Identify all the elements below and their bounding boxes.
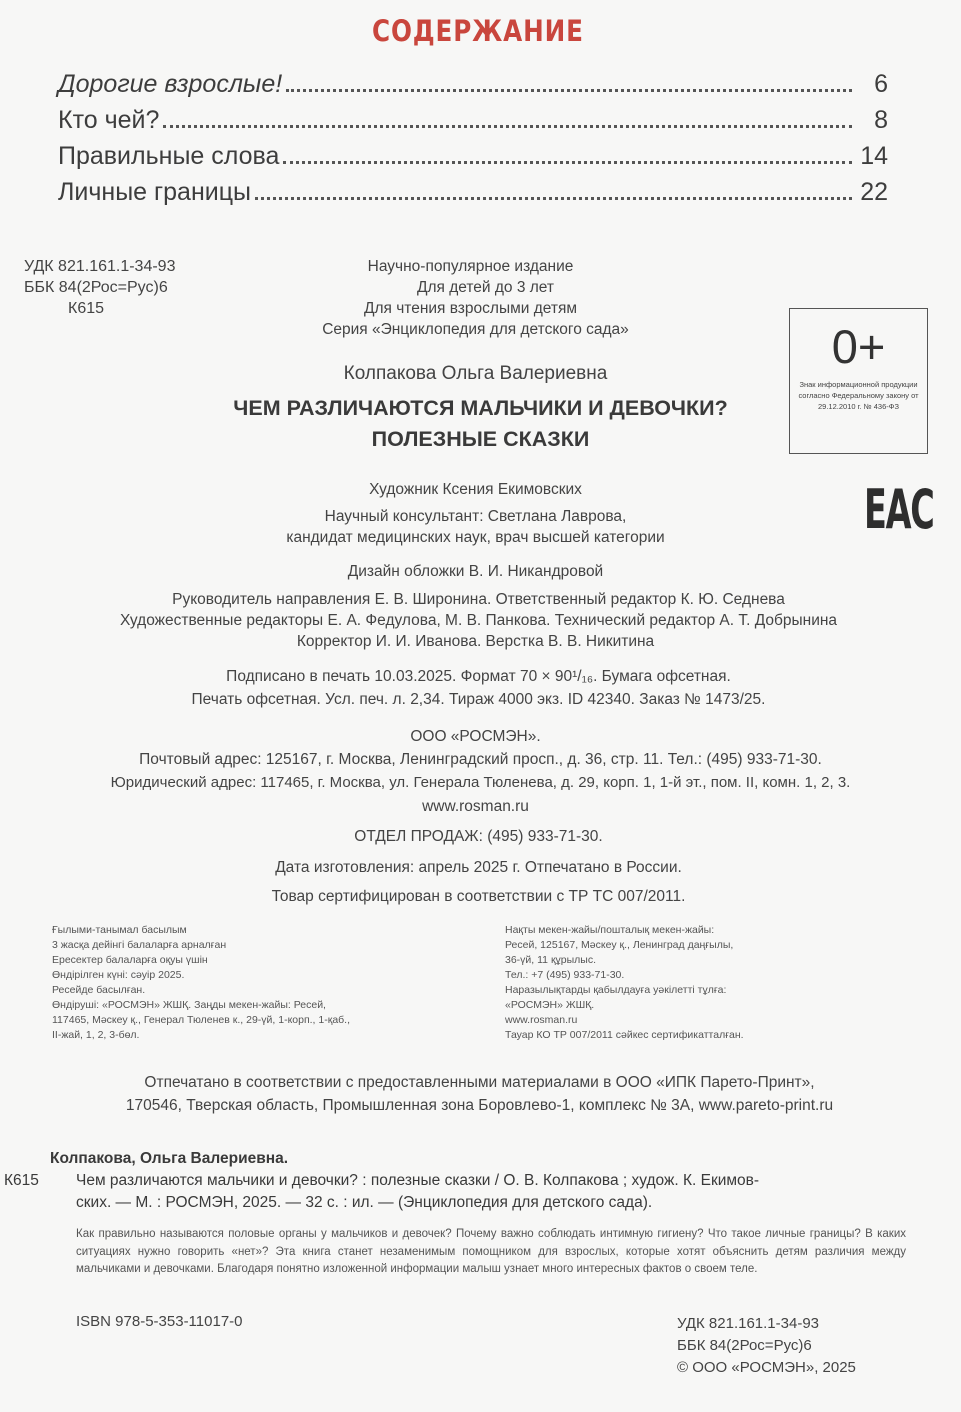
- toc-leader-dots: [286, 89, 852, 92]
- biblio-author: Колпакова, Ольга Валериевна.: [50, 1150, 289, 1167]
- kz-line: Тауар КО ТР 007/2011 сәйкес сертификатталған.: [505, 1029, 744, 1041]
- biblio-line: ских. — М. : РОСМЭН, 2025. — 32 с. : ил. — (Энциклопедия для детского сада).: [76, 1194, 653, 1211]
- kz-line: Ресей, 125167, Мәскеу қ., Ленинград даңғылы,: [505, 939, 734, 951]
- toc-heading: СОДЕРЖАНИЕ: [372, 14, 584, 48]
- toc-item-title: Кто чей?: [58, 106, 160, 134]
- kz-line: www.rosman.ru: [505, 1014, 578, 1026]
- kz-line: 3 жасқа дейінгі балаларға арналған: [52, 939, 227, 951]
- kz-line: Өндіруші: «РОСМЭН» ЖШҚ. Заңды мекен-жайы: Ресей,: [52, 999, 326, 1011]
- biblio-code: К615: [4, 1172, 39, 1189]
- credit-consultant: Научный консультант: Светлана Лаврова,: [324, 508, 627, 525]
- age-rating-value: 0+: [831, 320, 886, 373]
- author-mark: К615: [68, 300, 105, 317]
- toc-item: [58, 142, 888, 178]
- toc-item-page: 22: [860, 178, 888, 206]
- credit-staff: Руководитель направления Е. В. Широнина. Ответственный редактор К. Ю. Седнева: [172, 591, 785, 608]
- book-title-line1: ЧЕМ РАЗЛИЧАЮТСЯ МАЛЬЧИКИ И ДЕВОЧКИ?: [233, 396, 728, 420]
- toc-item-page: 6: [874, 70, 888, 98]
- toc-item-title: Дорогие взрослые!: [58, 70, 283, 98]
- edition-type: Научно-популярное издание: [367, 258, 574, 275]
- isbn: ISBN 978-5-353-11017-0: [76, 1313, 243, 1330]
- kz-line: Тел.: +7 (495) 933-71-30.: [505, 969, 625, 981]
- kz-info-right: [505, 923, 744, 1043]
- publisher-sales: ОТДЕЛ ПРОДАЖ: (495) 933-71-30.: [354, 828, 603, 845]
- book-author: Колпакова Ольга Валериевна: [343, 363, 608, 384]
- credit-consultant-info: кандидат медицинских наук, врач высшей категории: [286, 529, 665, 546]
- printer-line: Отпечатано в соответствии с предоставленными материалами в ООО «ИПК Парето-Принт»,: [144, 1074, 815, 1091]
- kz-line: ІІ-жай, 1, 2, 3-бөл.: [52, 1029, 140, 1041]
- publisher-legal: Юридический адрес: 117465, г. Москва, ул. Генерала Тюленева, д. 29, корп. 1, 1-й эт., пом. II, комн. 1, 2, 3.: [110, 774, 851, 791]
- toc-item-title: Правильные слова: [58, 142, 280, 170]
- kz-line: Өндірілген күні: сәуір 2025.: [52, 969, 185, 981]
- toc-leader-dots: [255, 197, 852, 200]
- kz-line: Наразылықтарды қабылдауға уәкілетті тұлға:: [505, 984, 727, 996]
- age-rating-note: Знак информационной продукции согласно Федеральному закону от 29.12.2010 г. № 436-ФЗ: [798, 380, 919, 411]
- credit-staff: Корректор И. И. Иванова. Верстка В. В. Никитина: [296, 633, 655, 650]
- edition-series: Серия «Энциклопедия для детского сада»: [322, 321, 629, 338]
- credit-cover: Дизайн обложки В. И. Никандровой: [347, 563, 604, 580]
- kz-line: 36-үй, 11 құрылыс.: [505, 954, 597, 966]
- toc-item: [58, 178, 888, 214]
- kz-line: Ресейде басылған.: [52, 984, 146, 996]
- publisher-date: Дата изготовления: апрель 2025 г. Отпечатано в России.: [275, 859, 682, 876]
- edition-age: Для детей до 3 лет: [416, 279, 555, 296]
- kz-info-left: [52, 923, 350, 1043]
- bbk-code: ББК 84(2Рос=Рус)6: [677, 1337, 812, 1354]
- kz-line: 117465, Мәскеу қ., Генерал Тюленев к., 29-үй, 1-корп., 1-қаб.,: [52, 1014, 351, 1026]
- toc-leader-dots: [163, 125, 852, 128]
- kz-line: Ересектер балаларға оқуы үшін: [52, 954, 208, 966]
- toc-item-page: 8: [874, 106, 888, 134]
- bbk-code: ББК 84(2Рос=Рус)6: [24, 279, 168, 296]
- kz-line: Ғылыми-танымал басылым: [52, 924, 187, 936]
- book-title-line2: ПОЛЕЗНЫЕ СКАЗКИ: [371, 427, 590, 451]
- edition-reading: Для чтения взрослыми детям: [363, 300, 578, 317]
- toc-list: [58, 70, 888, 214]
- print-line: Подписано в печать 10.03.2025. Формат 70 × 90¹/₁₆. Бумага офсетная.: [226, 668, 731, 685]
- eac-mark-icon: ЕАС: [864, 478, 934, 541]
- printer-line: 170546, Тверская область, Промышленная зона Боровлево-1, комплекс № 3А, www.pareto-print.ru: [125, 1097, 834, 1114]
- kz-line: «РОСМЭН» ЖШҚ.: [505, 999, 595, 1011]
- publisher-name: ООО «РОСМЭН».: [410, 728, 541, 745]
- toc-item: [58, 106, 888, 142]
- copyright: © ООО «РОСМЭН», 2025: [677, 1359, 856, 1376]
- credit-staff: Художественные редакторы Е. А. Федулова, М. В. Панкова. Технический редактор А. Т. Добрынина: [119, 612, 838, 629]
- toc-item-page: 14: [860, 142, 888, 170]
- udk-code: УДК 821.161.1-34-93: [24, 258, 176, 275]
- kz-line: Нақты мекен-жайы/пошталық мекен-жайы:: [505, 924, 715, 936]
- publisher-cert: Товар сертифицирован в соответствии с ТР ТС 007/2011.: [271, 888, 686, 905]
- publisher-postal: Почтовый адрес: 125167, г. Москва, Ленинградский просп., д. 36, стр. 11. Тел.: (495) 933-71-30.: [139, 751, 822, 768]
- toc-item: [58, 70, 888, 106]
- credit-artist: Художник Ксения Екимовских: [369, 481, 582, 498]
- publisher-site: www.rosman.ru: [422, 798, 529, 815]
- toc-leader-dots: [283, 161, 852, 164]
- footer-codes: [677, 1313, 856, 1379]
- print-line: Печать офсетная. Усл. печ. л. 2,34. Тираж 4000 экз. ID 42340. Заказ № 1473/25.: [191, 691, 766, 708]
- udk-code: УДК 821.161.1-34-93: [677, 1315, 820, 1332]
- toc-item-title: Личные границы: [58, 178, 252, 206]
- annotation: Как правильно называются половые органы у мальчиков и девочек? Почему важно соблюдать интимную гигиену? Что такое личные границы? В каких ситуациях нужно говорить «нет»? Эта книга станет незаменимым помощником для взрослых, которые хотят объяснить детям различия между мальчиками и девочками. Благодаря понятно изложенной информации малыш узнает много интересных фактов о своем теле.: [76, 1228, 906, 1275]
- biblio-line: Чем различаются мальчики и девочки? : полезные сказки / О. В. Колпакова ; худож. К. Екимов-: [76, 1172, 760, 1189]
